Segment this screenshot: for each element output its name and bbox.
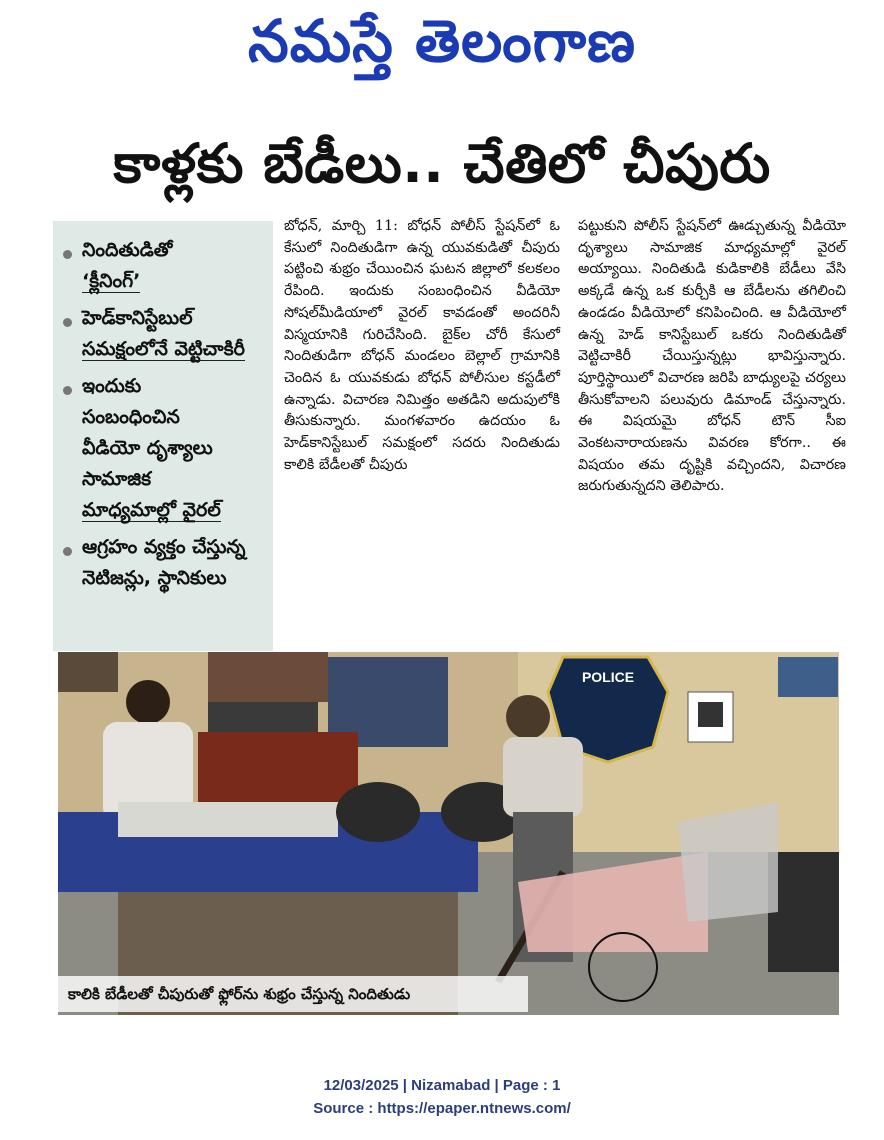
highlight-line: వీడియో దృశ్యాలు	[82, 437, 213, 459]
source-link[interactable]: Source : https://epaper.ntnews.com/	[313, 1100, 571, 1117]
highlight-line: సమక్షంలోనే వెట్టిచాకిరీ	[82, 338, 245, 360]
bullet-icon	[63, 386, 72, 395]
highlight-line: నెటిజన్లు, స్థానికులు	[82, 567, 227, 589]
highlight-line: హెడ్‌కానిస్టేబుల్‌	[82, 307, 193, 329]
article-column-2: పట్టుకుని పోలీస్‌ స్టేషన్‌లో ఊడ్చుతున్న వీడియో దృశ్యాలు సామాజిక మాధ్యమాల్లో వైరల్‌ అయ్యాయి. నిందితుడి కుడికాలికి బేడీలు వేసి అక్కడే ఉన్న ఒక కుర్చీకి ఆ బేడీలను తగిలించి ఉండడం వీడియోలో కనిపించింది. ఆ వీడియోలో ఉన్న హెడ్‌ కానిస్టేబుల్‌ ఒకరు నిందితుడితో వెట్టిచాకిరీ చేయిస్తున్నట్లు భావిస్తున్నారు. పూర్తిస్థాయిలో విచారణ జరిపి బాధ్యులపై చర్యలు తీసుకోవాలని పలువురు డిమాండ్‌ చేస్తున్నారు. ఈ విషయమై బోధన్‌ టౌన్‌ సీఐ వెంకటనారాయణను వివరణ కోరగా.. ఈ విషయం తమ దృష్టికి వచ్చిందని, విచారణ జరుగుతున్నదని తెలిపారు.	[578, 218, 846, 495]
bullet-icon	[63, 250, 72, 259]
highlight-line: నిందితుడితో	[82, 239, 173, 261]
highlight-line: సంబంధించిన	[82, 406, 180, 428]
edition-info: 12/03/2025 | Nizamabad | Page : 1	[323, 1077, 561, 1094]
highlight-item	[63, 235, 267, 297]
bullet-icon	[63, 547, 72, 556]
article-column-1: బోధన్‌, మార్చి 11: బోధన్‌ పోలీస్‌ స్టేషన్‌లో ఓ కేసులో నిందితుడిగా ఉన్న యువకుడితో చీపురు పట్టించి శుభ్రం చేయించిన ఘటన జిల్లాలో కలకలం రేపింది. ఇందుకు సంబంధించిన వీడియో సోషల్‌మీడియాలో వైరల్‌ కావడంతో అందరినీ విస్మయానికి గురిచేసింది. బైక్‌ల చోరీ కేసులో నిందితుడిగా బోధన్‌ మండలం బెల్లాల్‌ గ్రామానికి చెందిన ఓ యువకుడు బోధన్‌ పోలీసుల కస్టడీలో ఉన్నాడు. విచారణ నిమిత్తం అతడిని అదుపులోకి తీసుకున్నారు. మంగళవారం ఉదయం ఓ హెడ్‌కానిస్టేబుల్‌ సమక్షంలో సదరు నిందితుడు కాలికి బేడీలతో చీపురు	[284, 218, 560, 473]
highlight-item	[63, 371, 267, 526]
highlight-line: ‘క్లీనింగ్‌’	[82, 270, 141, 292]
police-station-scene	[58, 652, 839, 1015]
highlight-item	[63, 532, 267, 594]
highlight-item	[63, 303, 267, 365]
police-sign-text: POLICE	[581, 669, 635, 685]
highlights-sidebar	[53, 221, 273, 651]
photo-caption: కాలికి బేడీలతో చీపురుతో ఫ్లోర్‌ను శుభ్రం చేస్తున్న నిందితుడు	[58, 976, 528, 1012]
highlight-line: ఇందుకు	[82, 375, 142, 397]
bullet-icon	[63, 318, 72, 327]
highlight-line: సామాజిక	[82, 468, 152, 490]
news-photo	[58, 652, 839, 1015]
highlight-line: మాధ్యమాల్లో వైరల్‌	[82, 499, 221, 521]
highlight-line: ఆగ్రహం వ్యక్తం చేస్తున్న	[82, 536, 246, 558]
article-headline: కాళ్లకు బేడీలు.. చేతిలో చీపురు	[113, 132, 771, 195]
newspaper-masthead: నమస్తే తెలంగాణ	[248, 7, 636, 75]
